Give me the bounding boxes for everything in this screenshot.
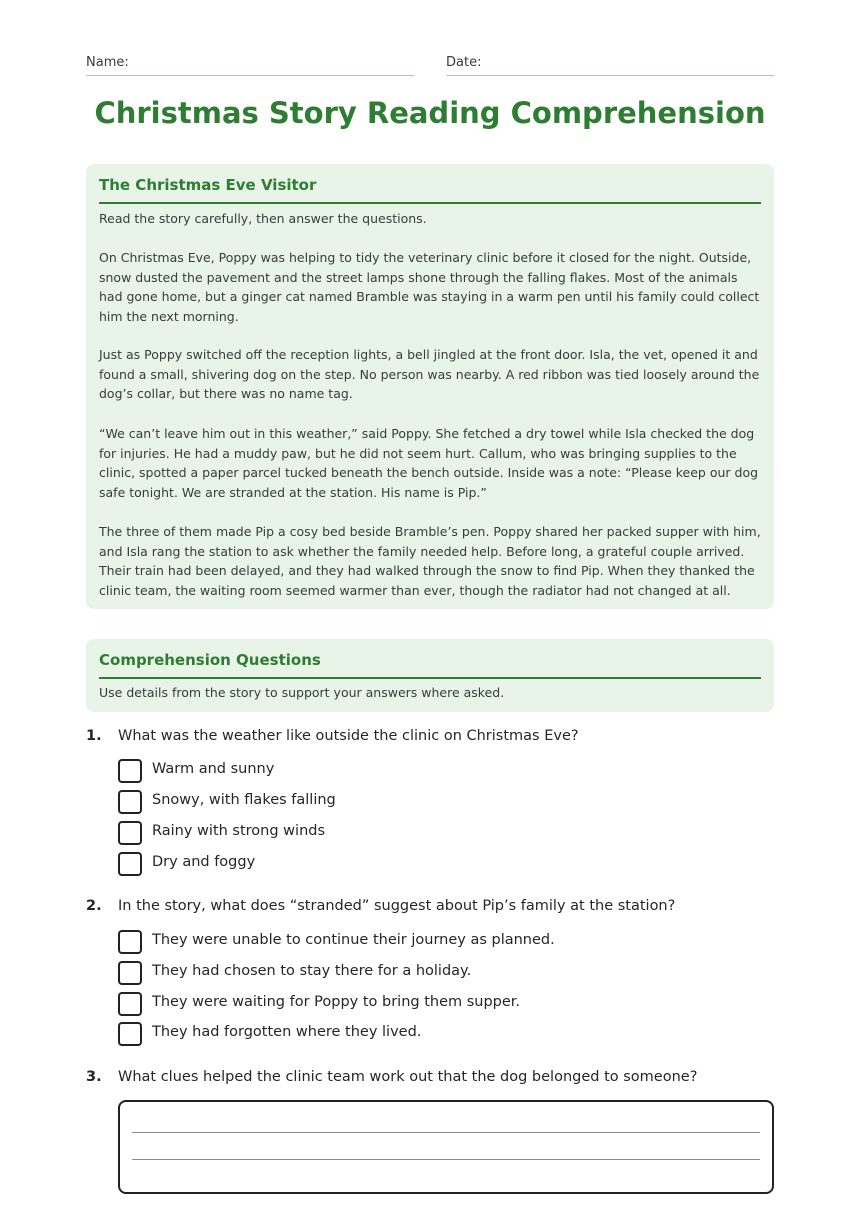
checkbox[interactable] bbox=[118, 961, 142, 985]
questions-instruction: Use details from the story to support your answers where asked. bbox=[99, 685, 505, 700]
question-text: What was the weather like outside the clinic on Christmas Eve? bbox=[118, 728, 579, 744]
date-label: Date: bbox=[446, 55, 482, 70]
questions-heading: Comprehension Questions bbox=[99, 651, 761, 679]
question-number: 2. bbox=[86, 898, 102, 914]
option-q1-a[interactable] bbox=[118, 759, 758, 783]
answer-box[interactable] bbox=[118, 1100, 774, 1194]
checkbox[interactable] bbox=[118, 930, 142, 954]
story-panel bbox=[86, 164, 774, 609]
answer-line bbox=[132, 1159, 760, 1160]
name-date-row bbox=[86, 53, 774, 77]
option-q1-d[interactable] bbox=[118, 852, 758, 876]
option-label: Rainy with strong winds bbox=[152, 823, 326, 839]
story-paragraph: Just as Poppy switched off the reception lights, a bell jingled at the front door. Isla, the vet, opened it and found a small, shivering dog on the step. No person was nearby. A red ribbon was tied loosely around the dog’s collar, but there was no name tag. bbox=[99, 347, 760, 402]
option-label: Warm and sunny bbox=[152, 761, 275, 777]
questions-panel bbox=[86, 639, 774, 712]
option-label: They were unable to continue their journey as planned. bbox=[152, 932, 555, 948]
story-paragraph: “We can’t leave him out in this weather,” said Poppy. She fetched a dry towel while Isla checked the dog for injuries. He had a muddy paw, but he did not seem hurt. Callum, who was bringing supplies to the clinic, spotted a paper parcel tucked beneath the bench outside. Inside was a note: “Please keep our dog safe tonight. We are stranded at the station. His name is Pip.” bbox=[99, 426, 759, 500]
option-label: Snowy, with flakes falling bbox=[152, 792, 336, 808]
question-number: 1. bbox=[86, 728, 102, 744]
question-text: What clues helped the clinic team work out that the dog belonged to someone? bbox=[118, 1069, 698, 1085]
checkbox[interactable] bbox=[118, 1022, 142, 1046]
story-paragraph: On Christmas Eve, Poppy was helping to tidy the veterinary clinic before it closed for the night. Outside, snow dusted the pavement and the street lamps shone through the falling flakes. Most of the animals had gone home, but a ginger cat named Bramble was staying in a warm pen until his family could collect him the next morning. bbox=[99, 250, 760, 324]
option-label: They had forgotten where they lived. bbox=[152, 1024, 422, 1040]
date-field[interactable] bbox=[446, 53, 774, 76]
option-q2-b[interactable] bbox=[118, 961, 758, 985]
story-paragraph: The three of them made Pip a cosy bed beside Bramble’s pen. Poppy shared her packed supper with him, and Isla rang the station to ask whether the family needed help. Before long, a grateful couple arrived. Their train had been delayed, and they had walked through the snow to find Pip. When they thanked the clinic team, the waiting room seemed warmer than ever, though the radiator had not changed at all. bbox=[99, 524, 761, 598]
question-number: 3. bbox=[86, 1069, 102, 1085]
checkbox[interactable] bbox=[118, 759, 142, 783]
option-q1-c[interactable] bbox=[118, 821, 758, 845]
checkbox[interactable] bbox=[118, 992, 142, 1016]
story-heading: The Christmas Eve Visitor bbox=[99, 176, 761, 204]
page-title: Christmas Story Reading Comprehension bbox=[94, 96, 766, 130]
option-label: Dry and foggy bbox=[152, 854, 256, 870]
option-label: They were waiting for Poppy to bring them supper. bbox=[152, 994, 521, 1010]
question-text: In the story, what does “stranded” suggest about Pip’s family at the station? bbox=[118, 898, 676, 914]
option-q2-d[interactable] bbox=[118, 1022, 758, 1046]
answer-line bbox=[132, 1132, 760, 1133]
checkbox[interactable] bbox=[118, 821, 142, 845]
story-instruction: Read the story carefully, then answer the questions. bbox=[99, 211, 427, 226]
option-q2-c[interactable] bbox=[118, 992, 758, 1016]
name-field[interactable] bbox=[86, 53, 414, 76]
checkbox[interactable] bbox=[118, 852, 142, 876]
checkbox[interactable] bbox=[118, 790, 142, 814]
option-q1-b[interactable] bbox=[118, 790, 758, 814]
name-label: Name: bbox=[86, 55, 129, 70]
option-label: They had chosen to stay there for a holiday. bbox=[152, 963, 472, 979]
option-q2-a[interactable] bbox=[118, 930, 758, 954]
